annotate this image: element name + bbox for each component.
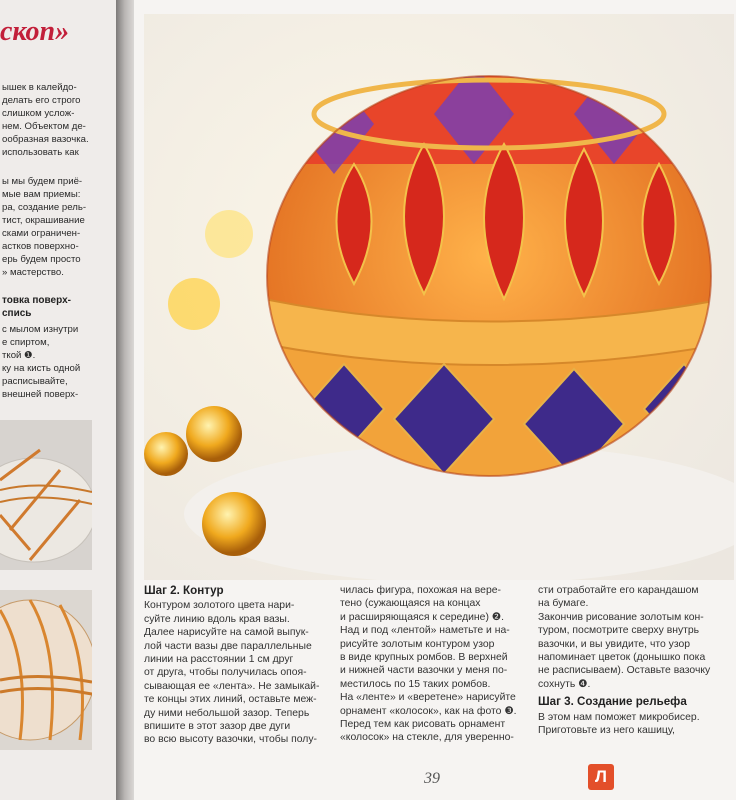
left-text-line: ообразная вазочка.	[2, 134, 89, 145]
publisher-logo: Л	[588, 764, 614, 790]
left-text-line: ерь будем просто	[2, 254, 81, 265]
left-text-line: е спиртом,	[2, 337, 50, 348]
step-3-heading: Шаг 3. Создание рельефа	[538, 695, 687, 709]
left-section-heading: спись	[2, 308, 32, 319]
left-text-line: с мылом изнутри	[2, 324, 79, 335]
step-3-text: В этом нам поможет микробисер. Приготовьте из него кашицу,	[538, 711, 700, 737]
left-text-line: ышек в калейдо-	[2, 82, 77, 93]
left-page-title: скоп»	[0, 16, 70, 47]
left-text-line: делать его строго	[2, 95, 81, 106]
left-text-line: » мастерство.	[2, 267, 64, 278]
step-2-text: Контуром золотого цвета нари- суйте линию вдоль края вазы. Далее нарисуйте на самой выпук- лой части вазы две параллельные линии на расстоянии 1 см друг от друга, чтобы получилась опоя- сывающая ее «лента». Не замыкай- те концы этих линий, оставьте меж- ду ними небольшой зазор. Теперь впишите в этот зазор две дуги во всю высоту вазочки, чтобы полу-	[144, 600, 320, 746]
left-text-line: нем. Объектом де-	[2, 121, 86, 132]
page-number: 39	[424, 770, 440, 787]
painted-glass-bowl-photo	[144, 14, 734, 580]
left-text-line: сками ограничен-	[2, 228, 81, 239]
left-text-line: астков поверхно-	[2, 241, 79, 252]
left-text-line: тист, окрашивание	[2, 215, 85, 226]
step-2-heading: Шаг 2. Контур	[144, 584, 224, 597]
left-text-line: расписывайте,	[2, 376, 68, 387]
left-text-line: ы мы будем приё-	[2, 176, 83, 187]
left-text-line: мые вам приемы:	[2, 189, 81, 200]
left-text-line: слишком услож-	[2, 108, 75, 119]
text-column-3	[538, 584, 734, 737]
text-column-2	[340, 584, 526, 745]
left-text-line: ра, создание рель-	[2, 202, 87, 213]
left-page	[0, 0, 120, 800]
step-photo-clear-vase	[0, 420, 92, 570]
step-2-text-end: сти отработайте его карандашом на бумаге. Закончив рисование золотым кон- туром, посмотрите сверху внутрь вазочки, и вы увидите, что узор напоминает цветок (донышко пока не расписываем). Оставьте вазочку сохнуть ❹.	[538, 585, 711, 690]
left-text-line: ткой ❶.	[2, 350, 36, 361]
left-text-line: ку на кисть одной	[2, 363, 81, 374]
text-column-1	[144, 584, 330, 747]
left-text-line: внешней поверх-	[2, 389, 79, 400]
main-photo	[144, 14, 734, 580]
step-photo-gold-outline-vase	[0, 590, 92, 750]
left-text-line: использовать как	[2, 147, 79, 158]
step-2-text-continued: чилась фигура, похожая на вере- тено (сужающаяся на концах и расширяющаяся к середине) ❷. Над и под «лентой» наметьте и на- рисуйте золотым контуром узор в виде крупных ромбов. В верхней и нижней части вазочки у меня по- местилось по 15 таких ромбов. На «ленте» и «веретене» нарисуйте орнамент «колосок», как на фото ❸. Перед тем как рисовать орнамент «колосок» на стекле, для уверенно-	[340, 585, 517, 744]
left-section-heading: товка поверх-	[2, 295, 71, 306]
right-page	[134, 0, 736, 800]
